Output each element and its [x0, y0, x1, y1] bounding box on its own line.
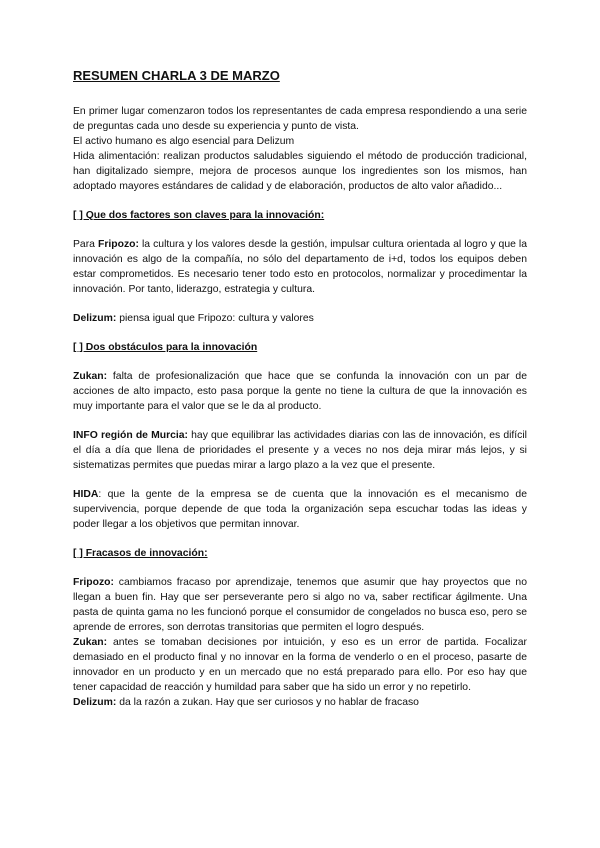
paragraph-delizum-fracasos: [73, 695, 527, 710]
document-page: [73, 68, 527, 710]
paragraph-delizum-factores: [73, 311, 527, 326]
text-fripozo: la cultura y los valores desde la gestión, impulsar cultura orientada al logro y que la innovación es algo de la compañía, no sólo del departamento de i+d, todos los equipos deben estar comprometidos. Es necesario tener todo esto en protocolos, normalizar y procedimentar la innovación. Por tanto, liderazgo, estrategia y cultura.: [73, 239, 527, 295]
label-info-murcia: INFO región de Murcia:: [73, 430, 189, 441]
paragraph-zukan-obstaculos: [73, 369, 527, 414]
text-delizum: piensa igual que Fripozo: cultura y valores: [116, 313, 314, 324]
text-hida: : que la gente de la empresa se de cuenta que la innovación es el mecanismo de supervivencia, porque depende de que toda la organización sepa escuchar todas las ideas y poder llegar a los objetivos que permitan innovar.: [73, 489, 527, 530]
intro-paragraph-1: En primer lugar comenzaron todos los representantes de cada empresa respondiendo a una serie de preguntas cada uno desde su experiencia y punto de vista.: [73, 106, 527, 132]
section-heading-obstaculos: [ ] Dos obstáculos para la innovación: [73, 342, 258, 353]
text-delizum: da la razón a zukan. Hay que ser curiosos y no hablar de fracaso: [116, 697, 419, 708]
text-info-murcia: hay que equilibrar las actividades diarias con las de innovación, es difícil el día a día que llena de prioridades el presente y a veces no nos deja mirar más lejos, y si sistematizas permites que puedas mirar a largo plazo a la vez que el presente.: [73, 430, 527, 471]
paragraph-hida: [73, 487, 527, 532]
label-hida: HIDA: [73, 489, 99, 500]
document-title: RESUMEN CHARLA 3 DE MARZO: [73, 68, 280, 83]
label-zukan: Zukan:: [73, 637, 108, 648]
label-delizum: Delizum:: [73, 697, 117, 708]
paragraph-zukan-fracasos: [73, 635, 527, 695]
prefix-text: Para: [73, 239, 98, 250]
intro-paragraph-3: Hida alimentación: realizan productos saludables siguiendo el método de producción tradicional, han digitalizado siempre, mejora de procesos aunque los ingredientes son los mismos, han adoptado mayores estándares de calidad y de elaboración, productos de alto valor añadido...: [73, 151, 527, 192]
section-heading-factores: [ ] Que dos factores son claves para la innovación:: [73, 210, 325, 221]
paragraph-fripozo-factores: [73, 237, 527, 297]
label-delizum: Delizum:: [73, 313, 117, 324]
text-fripozo: cambiamos fracaso por aprendizaje, tenemos que asumir que hay proyectos que no llegan a buen fin. Hay que ser perseverante pero si algo no va, saber rectificar ágilmente. Una pasta de quinta gama no les funcionó porque el consumidor de congelados no busca eso, pero se aprende de errores, son derrotas transitorias que permiten el logro después.: [73, 577, 527, 633]
paragraph-fripozo-fracasos: [73, 575, 527, 635]
label-zukan: Zukan:: [73, 371, 108, 382]
section-heading-fracasos: [ ] Fracasos de innovación:: [73, 548, 208, 559]
label-fripozo: Fripozo:: [73, 577, 114, 588]
intro-paragraph-2: El activo humano es algo esencial para Delizum: [73, 136, 295, 147]
text-zukan: antes se tomaban decisiones por intuición, y eso es un error de partida. Focalizar demasiado en el producto final y no innovar en la forma de venderlo o en el proceso, pasarte de innovador en un producto y en un mercado que no está preparado para ello. Por eso hay que tener capacidad de reacción y humildad para saber que ha sido un error y no repetirlo.: [73, 637, 527, 693]
paragraph-info-murcia: [73, 428, 527, 473]
label-fripozo: Fripozo:: [97, 239, 139, 250]
text-zukan: falta de profesionalización que hace que se confunda la innovación con un par de acciones de alto impacto, esto pasa porque la gente no tiene la cultura de que la innovación es muy importante para el valor que se le da al producto.: [73, 371, 527, 412]
